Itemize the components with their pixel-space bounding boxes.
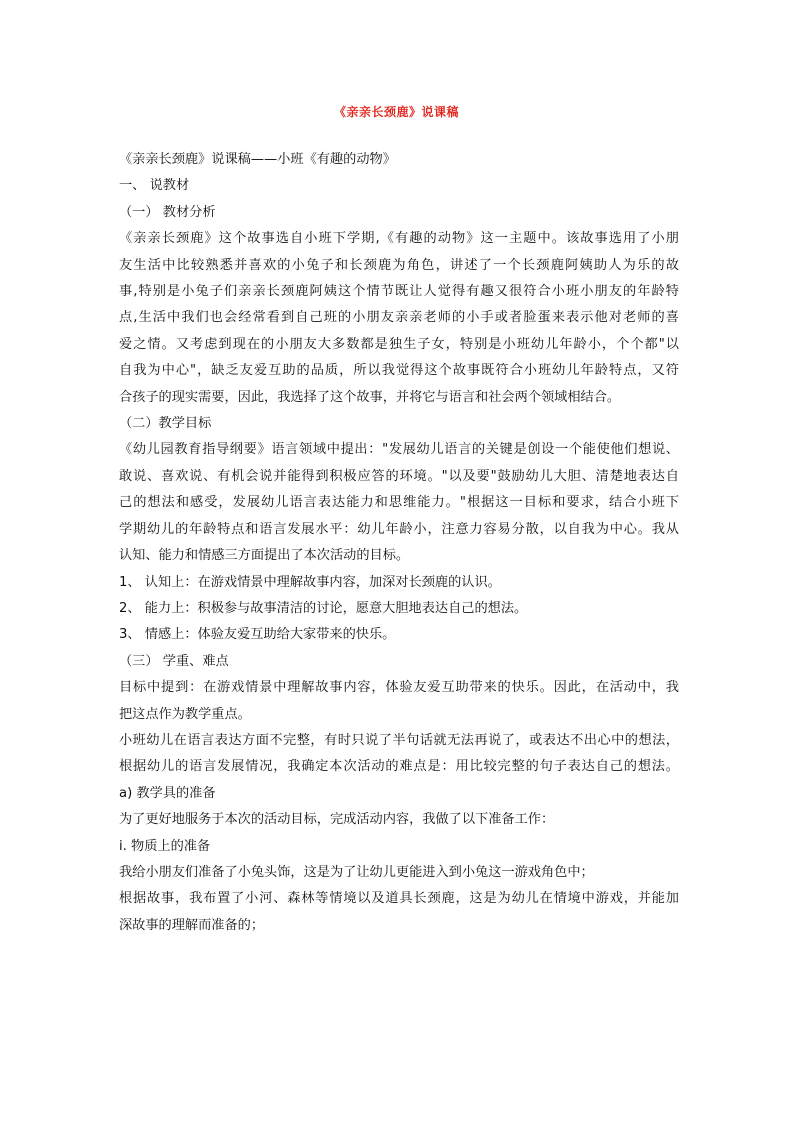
subsection-heading: （一） 教材分析 [119, 204, 216, 220]
list-item: 3、 情感上：体验友爱互助给大家带来的快乐。 [119, 627, 396, 643]
paragraph-line: 根据幼儿的语言发展情况，我确定本次活动的难点是：用比较完整的句子表达自己的想法。 [119, 759, 679, 775]
paragraph-line: 《亲亲长颈鹿》这个故事选自小班下学期,《有趣的动物》这一主题中。该故事选用了小朋 [119, 231, 679, 247]
paragraph-line: 根据故事，我布置了小河、森林等情境以及道具长颈鹿，这是为幼儿在情境中游戏，并能加 [119, 891, 679, 907]
subsection-heading: i. 物质上的准备 [119, 838, 211, 854]
paragraph-line: 《幼儿园教育指导纲要》语言领域中提出："发展幼儿语言的关键是创设一个能使他们想说、 [119, 442, 679, 458]
section-heading: 一、 说教材 [119, 178, 190, 194]
paragraph-line: 己的想法和感受，发展幼儿语言表达能力和思维能力。"根据这一目标和要求，结合小班下 [119, 495, 679, 511]
document-body [119, 147, 679, 939]
subtitle-line: 《亲亲长颈鹿》说课稿——小班《有趣的动物》 [119, 152, 396, 167]
paragraph-line: 我给小朋友们准备了小兔头饰，这是为了让幼儿更能进入到小兔这一游戏角色中； [119, 864, 594, 880]
paragraph-line: 爱之情。又考虑到现在的小朋友大多数都是独生子女，特别是小班幼儿年龄小，个个都"以 [119, 336, 679, 352]
list-item: 1、 认知上：在游戏情景中理解故事内容，加深对长颈鹿的认识。 [119, 574, 501, 590]
paragraph-line: 把这点作为教学重点。 [119, 706, 251, 722]
paragraph-line: 认知、能力和情感三方面提出了本次活动的目标。 [119, 548, 410, 564]
paragraph-line: 点,生活中我们也会经常看到自己班的小朋友亲亲老师的小手或者脸蛋来表示他对老师的喜 [119, 310, 679, 326]
subsection-heading: （三） 学重、难点 [119, 653, 229, 669]
paragraph-line: 敢说、喜欢说、有机会说并能得到积极应答的环境。"以及要"鼓励幼儿大胆、清楚地表达自 [119, 468, 679, 484]
paragraph-line: 小班幼儿在语言表达方面不完整，有时只说了半句话就无法再说了，或表达不出心中的想法， [119, 732, 679, 748]
paragraph-line: 事,特别是小兔子们亲亲长颈鹿阿姨这个情节既让人觉得有趣又很符合小班小朋友的年龄特 [119, 284, 679, 300]
subsection-heading: （二）教学目标 [119, 416, 212, 432]
paragraph-line: 深故事的理解而准备的； [119, 917, 265, 933]
paragraph-line: 为了更好地服务于本次的活动目标，完成活动内容，我做了以下准备工作： [119, 812, 555, 828]
document-title: 《亲亲长颈鹿》说课稿 [333, 105, 459, 119]
paragraph-line: 学期幼儿的年龄特点和语言发展水平：幼儿年龄小，注意力容易分散，以自我为中心。我从 [119, 521, 679, 537]
paragraph-line: 友生活中比较熟悉并喜欢的小兔子和长颈鹿为角色，讲述了一个长颈鹿阿姨助人为乐的故 [119, 257, 679, 273]
list-item: 2、 能力上：积极参与故事清洁的讨论，愿意大胆地表达自己的想法。 [119, 600, 528, 616]
paragraph-line: 目标中提到：在游戏情景中理解故事内容，体验友爱互助带来的快乐。因此，在活动中，我 [119, 680, 679, 696]
paragraph-line: 自我为中心"，缺乏友爱互助的品质，所以我觉得这个故事既符合小班幼儿年龄特点，又符 [119, 363, 679, 379]
subsection-heading: a) 教学具的准备 [119, 785, 216, 801]
paragraph-line: 合孩子的现实需要，因此，我选择了这个故事，并将它与语言和社会两个领域相结合。 [119, 389, 621, 405]
